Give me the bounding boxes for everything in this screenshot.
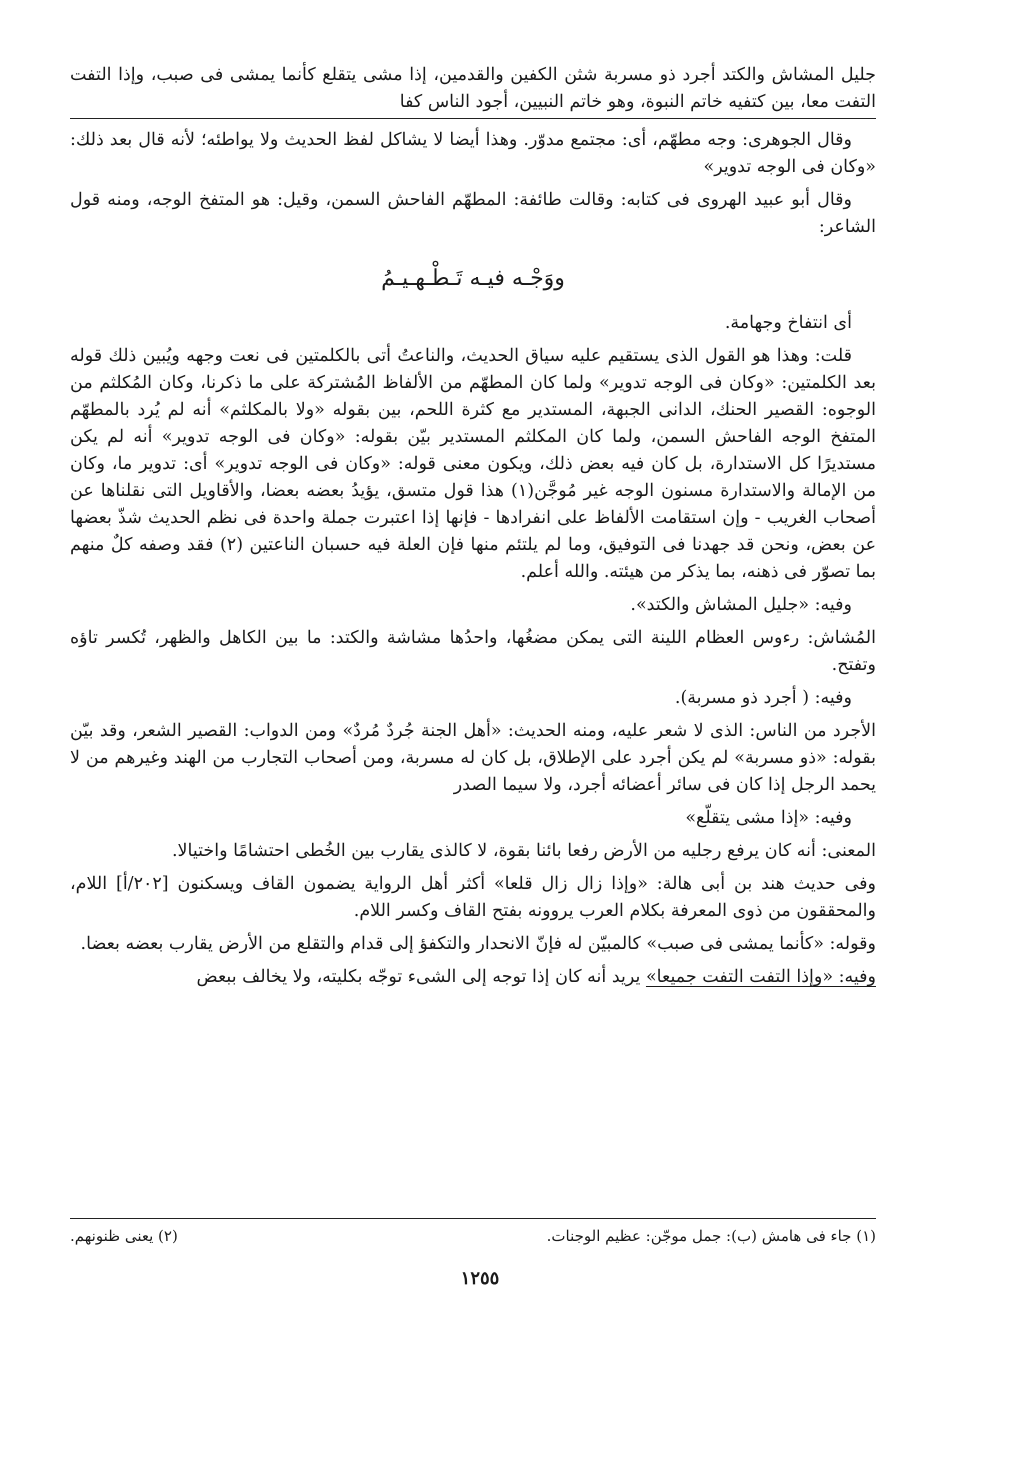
paragraph-iltifat xyxy=(70,964,876,991)
document-page xyxy=(70,62,876,997)
paragraph-taqallu-meaning: المعنى: أنه كان يرفع رجليه من الأرض رفعا بائنا بقوة، لا كالذى يقارب بين الخُطى احتشامًا واختيالا. xyxy=(171,841,876,861)
paragraph-mushash-heading: وفيه: «جليل المشاش والكتد». xyxy=(630,595,852,615)
verse-line: ووَجْـه فيـه تَـطْـهـيـمُ xyxy=(381,266,565,291)
footnote-2: (٢) يعنى ظنونهم. xyxy=(70,1227,178,1245)
paragraph-ajrad-heading: وفيه: ( أجرد ذو مسربة). xyxy=(674,688,852,708)
paragraph-harawi: وقال أبو عبيد الهروى فى كتابه: وقالت طائفة: المطهّم الفاحش السمن، وقيل: هو المتفخ الوجه، ومنه قول الشاعر: xyxy=(70,190,876,237)
footnote-1: (١) جاء فى هامش (ب): جمل موجّن: عظيم الوجنات. xyxy=(546,1227,876,1245)
paragraph-commentary: قلت: وهذا هو القول الذى يستقيم عليه سياق الحديث، والناعتُ أتى بالكلمتين فى نعت وجهه ويُبين ذلك قوله بعد الكلمتين: «وكان فى الوجه تدوير» ولما كان المطهّم من الألفاظ المُشتركة على ما ذكرنا، وكان المُكلثم من الوجوه: القصير الحنك، الدانى الجبهة، المستدير مع كثرة اللحم، بين بقوله «ولا بالمكلثم» أنه لم يُرد بالمطهّم المتفخ الوجه الفاحش السمن، ولما كان المكلثم المستدير بيّن بقوله: «وكان فى الوجه تدوير» أنه لم يكن مستديرًا كل الاستدارة، بل كان فيه بعض ذلك، ويكون معنى قوله: «وكان فى الوجه تدوير» أى: تدوير ما، وكان من الإمالة والاستدارة مسنون الوجه غير مُوجَّن(١) هذا قول متسق، يؤيدُ بعضه بعضا، والأقاويل التى نقلناها عن أصحاب الغريب - وإن استقامت الألفاظ على انفرادها - فإنها إذا اعتبرت جملة واحدة فى نظم الحديث شذّ بعضها عن بعض، ونحن قد جهدنا فى التوفيق، وما لم يلتئم منها فإن العلة فيه حسبان الناعتين (٢) فقد وصفه كلٌ منهم بما تصوّر فى ذهنه، بما يذكر من هيئته. والله أعلم. xyxy=(70,346,877,582)
footnotes xyxy=(70,1218,876,1247)
paragraph-jawhari: وقال الجوهرى: وجه مطهّم، أى: مجتمع مدوّر. وهذا أيضا لا يشاكل لفظ الحديث ولا يواطئه؛ لأنه قال بعد ذلك: «وكان فى الوجه تدوير» xyxy=(70,130,876,177)
paragraph-taqallu-heading: وفيه: «إذا مشى يتقلّع» xyxy=(685,808,852,828)
iltifat-quote: وفيه: «وإذا التفت التفت جميعا» xyxy=(645,967,876,987)
paragraph-explanation: أى انتفاخ وجهامة. xyxy=(724,313,852,333)
iltifat-rest: يريد أنه كان إذا توجه إلى الشىء توجّه بكليته، ولا يخالف ببعض xyxy=(196,967,646,987)
paragraph-sabab: وقوله: «كأنما يمشى فى صبب» كالمبيّن له فإنّ الانحدار والتكفؤ إلى قدام والتقلع من الأرض يقارب بعضه بعضا. xyxy=(80,934,876,954)
paragraph-hind-hadith: وفى حديث هند بن أبى هالة: «وإذا زال زال قلعا» أكثر أهل الرواية يضمون القاف ويسكنون [٢٠٢/أ] اللام، والمحققون من ذوى المعرفة بكلام العرب يروونه بفتح القاف وكسر اللام. xyxy=(70,874,876,921)
paragraph-mushash-definition: المُشاش: رءوس العظام اللينة التى يمكن مضغُها، واحدُها مشاشة والكتد: ما بين الكاهل والظهر، تُكسر تاؤه وتفتح. xyxy=(70,628,876,675)
hadith-text-top: جليل المشاش والكتد أجرد ذو مسربة شثن الكفين والقدمين، إذا مشى يتقلع كأنما يمشى فى صبب، وإذا التفت التفت معا، بين كتفيه خاتم النبوة، وهو خاتم النبيين، أجود الناس كفا xyxy=(70,62,876,119)
page-number: ١٢٥٥ xyxy=(460,1268,500,1289)
paragraph-ajrad-definition: الأجرد من الناس: الذى لا شعر عليه، ومنه الحديث: «أهل الجنة جُردٌ مُردٌ» ومن الدواب: القصير الشعر، وقد بيّن بقوله: «ذو مسربة» لم يكن أجرد على الإطلاق، بل كان له مسربة، ومن أصحاب التجارب من الهند وغيرهم من لا يحمد الرجل إذا كان فى سائر أعضائه أجرد، ولا سيما الصدر xyxy=(70,721,877,795)
